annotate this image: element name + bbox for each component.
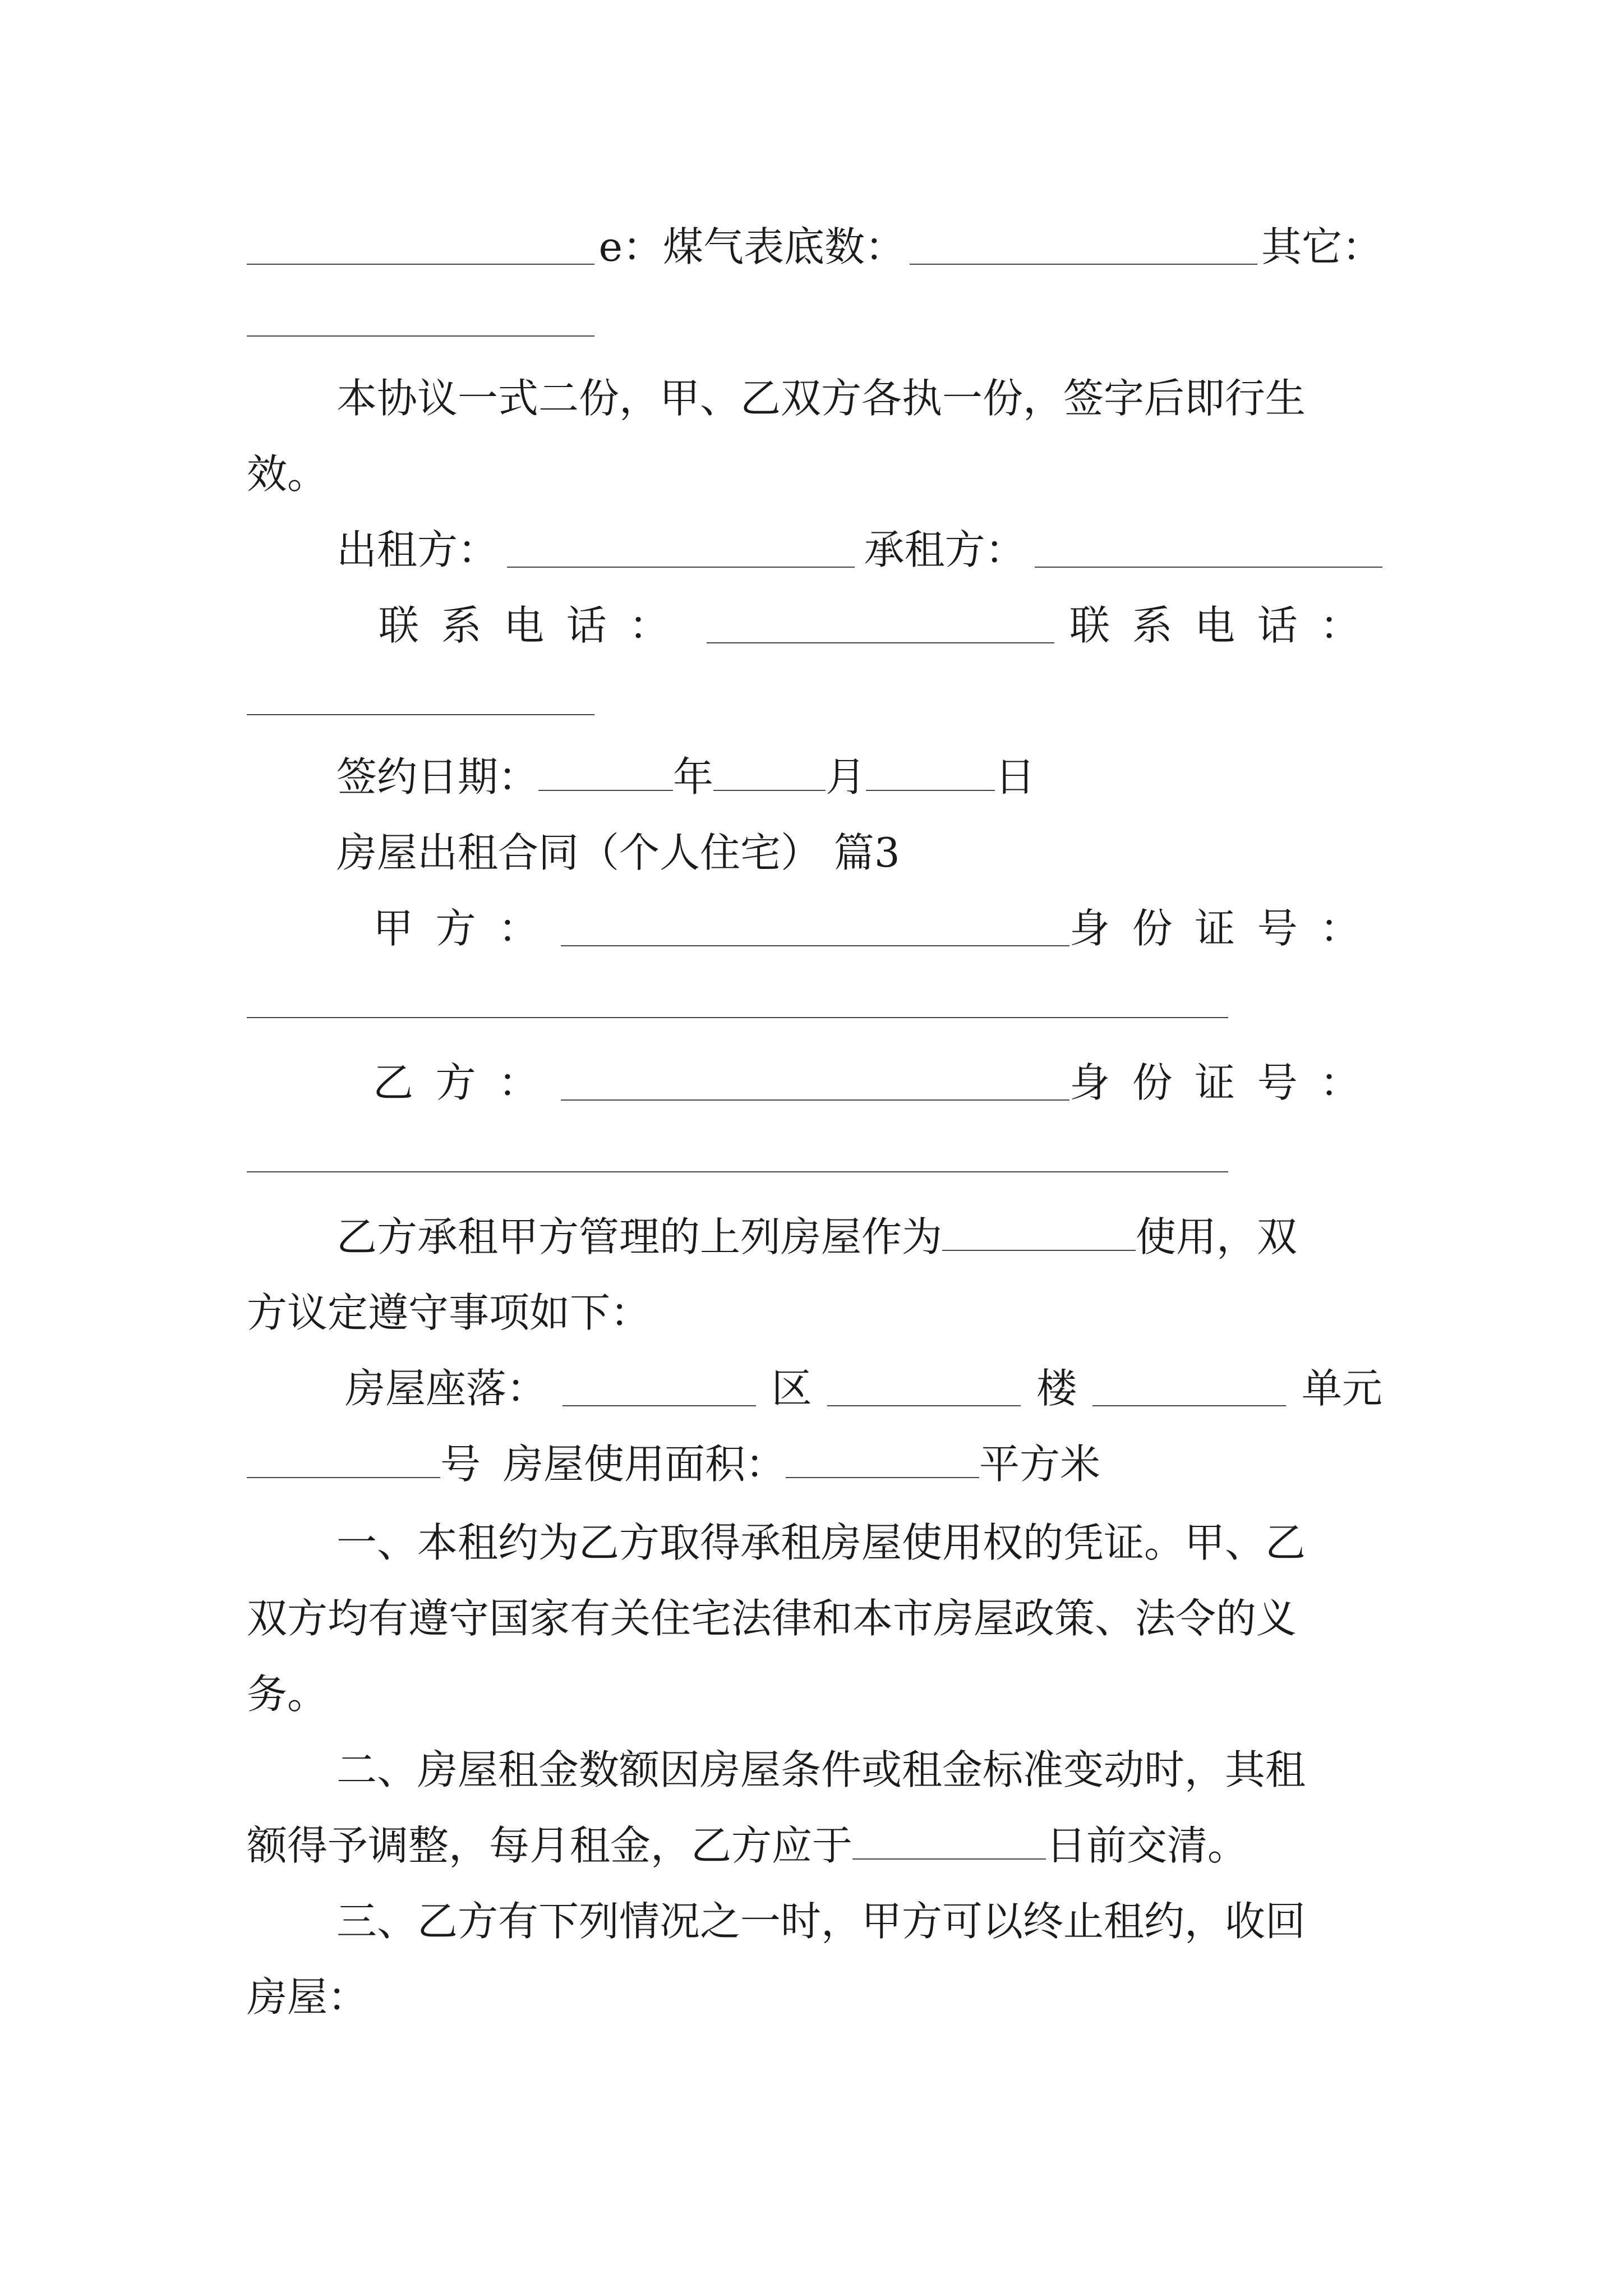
gas-meter-line: [247, 216, 1382, 278]
party-b-id-line: [247, 1128, 1382, 1189]
party-a-line: [247, 898, 1382, 959]
day-blank: [866, 755, 995, 791]
party-a-id-blank: [247, 982, 1228, 1018]
building-blank: [827, 1370, 1021, 1406]
number-blank: [247, 1442, 440, 1478]
lessee-label: 承租方：: [864, 526, 1026, 573]
lessor-label: 出租方：: [336, 526, 499, 573]
gas-meter-blank: [910, 229, 1257, 265]
unit-label: 单元: [1301, 1365, 1382, 1412]
signing-date-line: [247, 746, 1382, 808]
party-b-line: [247, 1052, 1382, 1114]
year-label: 年: [673, 753, 714, 800]
phone-blank-2: [247, 679, 594, 715]
area-unit: 平方米: [979, 1441, 1101, 1488]
area-label: 房屋使用面积：: [503, 1441, 786, 1488]
gas-meter-label: e：煤气表底数：: [598, 223, 906, 270]
date-label: 签约日期：: [336, 753, 539, 800]
year-blank: [538, 755, 673, 791]
lessor-lessee-line: [247, 519, 1382, 581]
clause3-line1: 三、乙方有下列情况之一时，甲方可以终止租约，收回: [336, 1898, 1306, 1945]
area-line: [247, 1433, 1382, 1495]
party-a-blank: [561, 910, 1069, 946]
clause1-line1: 一、本租约为乙方取得承租房屋使用权的凭证。甲、乙: [336, 1519, 1306, 1566]
pay-day-blank: [852, 1824, 1046, 1860]
phone-line: [247, 595, 1382, 656]
party-b-id-blank: [247, 1137, 1228, 1172]
usage-post: 使用，双: [1136, 1213, 1298, 1260]
clause2-post: 日前交清。: [1046, 1822, 1248, 1869]
id-label-a: 身份证号：: [1069, 905, 1382, 952]
location-label: 房屋座落：: [345, 1365, 547, 1412]
unit-blank: [1092, 1370, 1286, 1406]
party-b-blank: [561, 1065, 1069, 1101]
number-label: 号: [440, 1441, 481, 1488]
contract-title: 房屋出租合同（个人住宅） 篇3: [336, 829, 900, 876]
usage-line2: 方议定遵守事项如下：: [247, 1289, 651, 1336]
area-blank: [786, 1442, 979, 1478]
phone-label-1: 联系电话：: [379, 602, 692, 649]
clause1-line3: 务。: [247, 1671, 328, 1718]
clause3-line2: 房屋：: [247, 1973, 368, 2021]
month-label: 月: [826, 753, 866, 800]
party-b-label: 乙方：: [373, 1059, 561, 1106]
clause2-line2: [247, 1815, 1382, 1876]
clause2-line1: 二、房屋租金数额因房屋条件或租金标准变动时，其租: [336, 1746, 1306, 1793]
phone-label-2: 联系电话：: [1069, 602, 1382, 649]
other-label: 其它：: [1261, 223, 1382, 270]
building-label: 楼: [1036, 1365, 1077, 1412]
district-label: 区: [771, 1365, 812, 1412]
district-blank: [562, 1370, 756, 1406]
clause2-pre: 额得予调整，每月租金，乙方应于: [247, 1822, 853, 1869]
usage-line1: [247, 1206, 1382, 1268]
id-label-b: 身份证号：: [1069, 1059, 1382, 1106]
other-blank: [247, 301, 594, 337]
party-a-id-line: [247, 973, 1382, 1035]
phone-blank-1: [707, 608, 1054, 643]
usage-pre: 乙方承租甲方管理的上列房屋作为: [336, 1213, 943, 1260]
phone-blank-line: [247, 670, 1382, 732]
month-blank: [713, 755, 826, 791]
lessor-blank: [507, 532, 855, 568]
clause1-line2: 双方均有遵守国家有关住宅法律和本市房屋政策、法令的义: [247, 1595, 1297, 1642]
copies-clause-line1: 本协议一式二份，甲、乙双方各执一份，签字后即行生: [336, 375, 1306, 422]
day-label: 日: [995, 753, 1036, 800]
blank-field: [247, 229, 594, 265]
party-a-label: 甲方：: [373, 905, 561, 952]
usage-blank: [942, 1215, 1136, 1251]
lessee-blank: [1035, 532, 1382, 568]
location-line: [247, 1358, 1382, 1419]
other-blank-line: [247, 292, 1382, 353]
copies-clause-line2: 效。: [247, 450, 328, 498]
